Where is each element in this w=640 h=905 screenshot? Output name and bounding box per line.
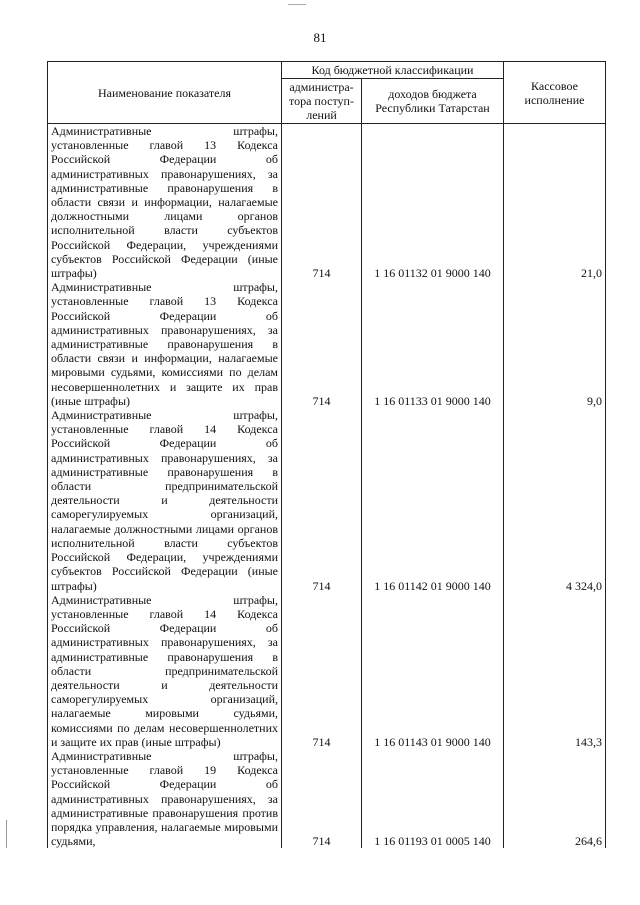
header-revenue-code: доходов бюджета Республики Татарстан [362, 79, 504, 124]
table-row [48, 749, 606, 848]
administrator-code-cell: 714 [282, 124, 362, 281]
indicator-name-cell: Административные штрафы, установленные главой 13 Кодекса Российской Федерации об административных правонарушениях, за административные правонарушения в области связи и информации, налагаемые мировыми судьями, комиссиями по делам несовершеннолетних и защите их прав (иные штрафы) [48, 280, 282, 408]
administrator-code-cell: 714 [282, 280, 362, 408]
cash-execution-cell: 4 324,0 [504, 408, 606, 593]
header-budget-classification-code: Код бюджетной классификации [282, 62, 504, 79]
table-row [48, 124, 606, 281]
cash-execution-cell: 264,6 [504, 749, 606, 848]
scan-artifact-mark [288, 4, 306, 5]
administrator-code-cell: 714 [282, 749, 362, 848]
revenue-code-cell: 1 16 01142 01 9000 140 [362, 408, 504, 593]
administrator-code-cell: 714 [282, 593, 362, 749]
revenue-code-cell: 1 16 01193 01 0005 140 [362, 749, 504, 848]
indicator-name-cell: Административные штрафы, установленные главой 13 Кодекса Российской Федерации об административных правонарушениях, за административные правонарушения в области связи и информации, налагаемые должностными лицами органов исполнительной власти субъектов Российской Федерации, учреждениями субъектов Российской Федерации (иные штрафы) [48, 124, 282, 281]
table-row [48, 593, 606, 749]
cash-execution-cell: 9,0 [504, 280, 606, 408]
revenue-code-cell: 1 16 01143 01 9000 140 [362, 593, 504, 749]
scan-artifact-mark [6, 820, 7, 848]
table-body [48, 124, 606, 849]
table-row [48, 408, 606, 593]
budget-revenue-table [47, 61, 606, 848]
indicator-name-cell: Административные штрафы, установленные главой 19 Кодекса Российской Федерации об административных правонарушениях, за административные правонарушения против порядка управления, налагаемые мировыми судьями, [48, 749, 282, 848]
header-indicator-name: Наименование показателя [48, 62, 282, 124]
header-cash-execution: Кассовое исполнение [504, 62, 606, 124]
indicator-name-cell: Административные штрафы, установленные главой 14 Кодекса Российской Федерации об административных правонарушениях, за административные правонарушения в области предпринимательской деятельности и деятельности саморегулируемых организаций, налагаемые должностными лицами органов исполнительной власти субъектов Российской Федерации, учреждениями субъектов Российской Федерации (иные штрафы) [48, 408, 282, 593]
indicator-name-cell: Административные штрафы, установленные главой 14 Кодекса Российской Федерации об административных правонарушениях, за административные правонарушения в области предпринимательской деятельности и деятельности саморегулируемых организаций, налагаемые мировыми судьями, комиссиями по делам несовершеннолетних и защите их прав (иные штрафы) [48, 593, 282, 749]
cash-execution-cell: 21,0 [504, 124, 606, 281]
administrator-code-cell: 714 [282, 408, 362, 593]
table-row [48, 280, 606, 408]
cash-execution-cell: 143,3 [504, 593, 606, 749]
header-revenue-administrator: администра-тора поступ-лений [282, 79, 362, 124]
revenue-code-cell: 1 16 01133 01 9000 140 [362, 280, 504, 408]
page-number: 81 [313, 30, 327, 45]
revenue-code-cell: 1 16 01132 01 9000 140 [362, 124, 504, 281]
